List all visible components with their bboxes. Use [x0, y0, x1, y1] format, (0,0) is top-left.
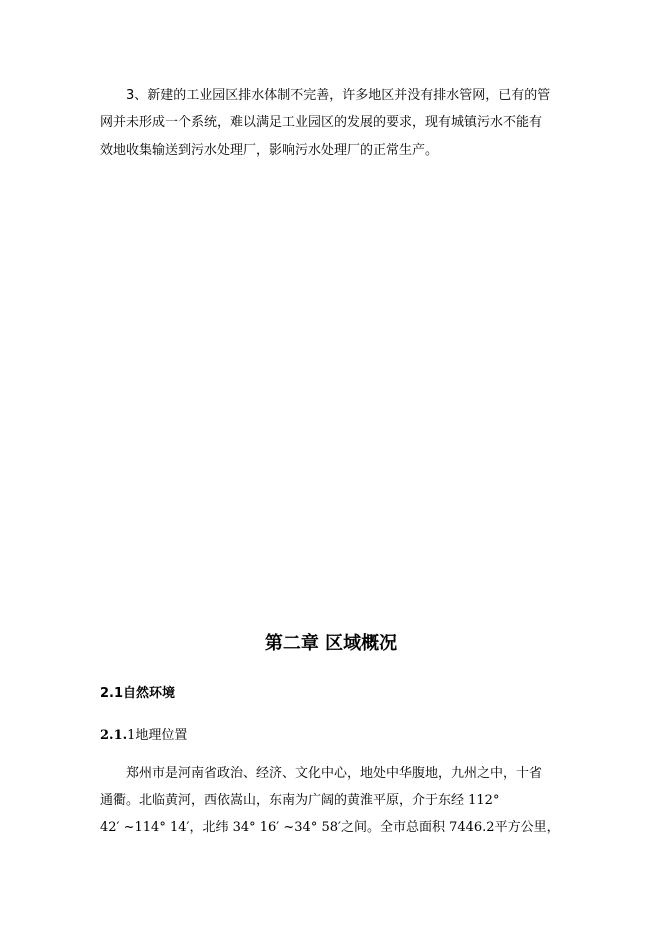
- paragraph-line: 郑州市是河南省政治、经济、文化中心，地处中华腹地，九州之中，十省: [126, 766, 543, 781]
- paragraph-line: 3、新建的工业园区排水体制不完善，许多地区并没有排水管网，已有的管: [126, 88, 551, 103]
- paragraph-line: 42′ ~114° 14′，北纬 34° 16′ ~34° 58′之间。全市总面积 7446.2平方公里，: [100, 820, 560, 835]
- subsection-heading: [100, 728, 187, 744]
- paragraph-line: 通衢。北临黄河，西依嵩山，东南为广阔的黄淮平原，介于东经 112°: [100, 793, 500, 808]
- subsection-title: 1地理位置: [127, 728, 188, 743]
- paragraph-line: 效地收集输送到污水处理厂，影响污水处理厂的正常生产。: [100, 143, 439, 158]
- subsection-number: 2.1.: [100, 728, 128, 743]
- section-heading: 2.1自然环境: [100, 686, 176, 701]
- chapter-title: 第二章 区域概况: [264, 633, 398, 654]
- paragraph-line: 网并未形成一个系统，难以满足工业园区的发展的要求，现有城镇污水不能有: [100, 115, 543, 130]
